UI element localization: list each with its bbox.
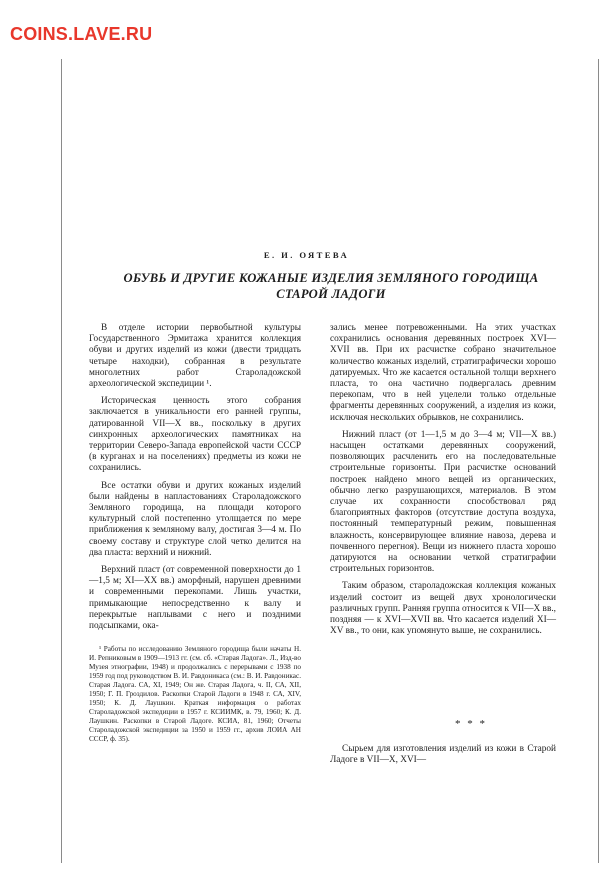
right-column	[330, 323, 556, 637]
paragraph: Верхний пласт (от современной поверхности до 1—1,5 м; XI—XX вв.) аморфный, нарушен древними и современными перекопами. Лишь участки, примыкающие непосредственно к валу и перекрытые наплывами с него и поздними подсыпками, ока-	[89, 565, 301, 632]
paragraph: Сырьем для изготовления изделий из кожи в Старой Ладоге в VII—X, XVI—	[330, 744, 556, 766]
footnote	[89, 645, 301, 744]
paragraph: В отделе истории первобытной культуры Государственного Эрмитажа хранится коллекция обуви и других изделий из кожи (двести тридцать четыре находки), собранная в результате многолетних работ Староладожской археологической экспедиции ¹.	[89, 323, 301, 390]
paragraph: Все остатки обуви и других кожаных изделий были найдены в напластованиях Староладожского Земляного городища, на площади которого культурный слой постепенно утолщается по мере приближения к земляному валу, достигая 3—4 м. По своему составу и структуре слой четко делится на два пласта: верхний и нижний.	[89, 480, 301, 558]
paragraph: Историческая ценность этого собрания заключается в уникальности его ранней группы, датированной VII—X вв., поскольку в других синхронных археологических памятниках на территории Северо-Запада европейской части СССР (в курганах и на поселениях) предметы из кожи не сохранились.	[89, 396, 301, 474]
continuation-paragraph	[330, 744, 556, 766]
author-name: Е. И. ОЯТЕВА	[263, 250, 350, 260]
left-column	[89, 323, 301, 632]
site-watermark: COINS.LAVE.RU	[10, 24, 153, 44]
paragraph: Нижний пласт (от 1—1,5 м до 3—4 м; VII—X вв.) насыщен остатками деревянных сооружений, позволяющих расчленить его на последовательные строительные горизонты. При расчистке оснований построек найдено много вещей из органических, обычно легко разрушающихся, материалов. В этом случае их сохранности способствовал ряд благоприятных факторов (отсутствие доступа воздуха, постоянный температурный режим, повышенная влажность, консервирующее влияние навоза, дерева и почвенного перегноя). Вещи из нижнего пласта хорошо датируются на основании четкой стратиграфии строительных горизонтов.	[330, 429, 556, 575]
footnote-text: ¹ Работы по исследованию Земляного городища были начаты Н. И. Репниковым в 1909—1913 гг. (см. сб. «Старая Ладога». Л., Изд-во Музея этнографии, 1948) и продолжались с перерывами с 1938 по 1959 год под руководством В. И. Равдоникаса (см.: В. И. Равдоникас. Старая Ладога. СА, XI, 1949; Он же. Старая Ладога, ч. II, СА, XII, 1950; Г. П. Гроздилов. Раскопки Старой Ладоги в 1948 г. СА, XIV, 1950; К. Д. Лаушкин. Краткая информация о работах Староладожской экспедиции в 1957 г. КСИИМК, в. 79, 1960; К. Д. Лаушкин. Раскопки в Старой Ладоге. КСИА, 81, 1960; Отчеты Староладожской экспедиции за 1950 и 1959 гг., архив ЛОИА АН СССР, ф. 35).	[89, 645, 301, 743]
paragraph: зались менее потревоженными. На этих участках сохранились основания деревянных построек XVI—XVII вв. При их расчистке собрано значительное количество кожаных изделий, стратиграфически хорошо датируемых. Что же касается остальной толщи верхнего пласта, то она частично подвергалась древним перекопам, что в ней уцелели только отдельные фрагменты деревянных сооружений, а изделия из кожи, исключая нескольких обрывков, не сохранились.	[330, 323, 556, 423]
paragraph: Таким образом, староладожская коллекция кожаных изделий состоит из вещей двух хронологически различных групп. Ранняя группа относится к VII—X вв., поздняя — к XVI—XVII вв. Что касается изделий XI—XV вв., то они, как упомянуто выше, не сохранились.	[330, 581, 556, 637]
article-title: ОБУВЬ И ДРУГИЕ КОЖАНЫЕ ИЗДЕЛИЯ ЗЕМЛЯНОГО ГОРОДИЩА СТАРОЙ ЛАДОГИ	[123, 271, 539, 301]
section-separator: * * *	[455, 718, 487, 730]
